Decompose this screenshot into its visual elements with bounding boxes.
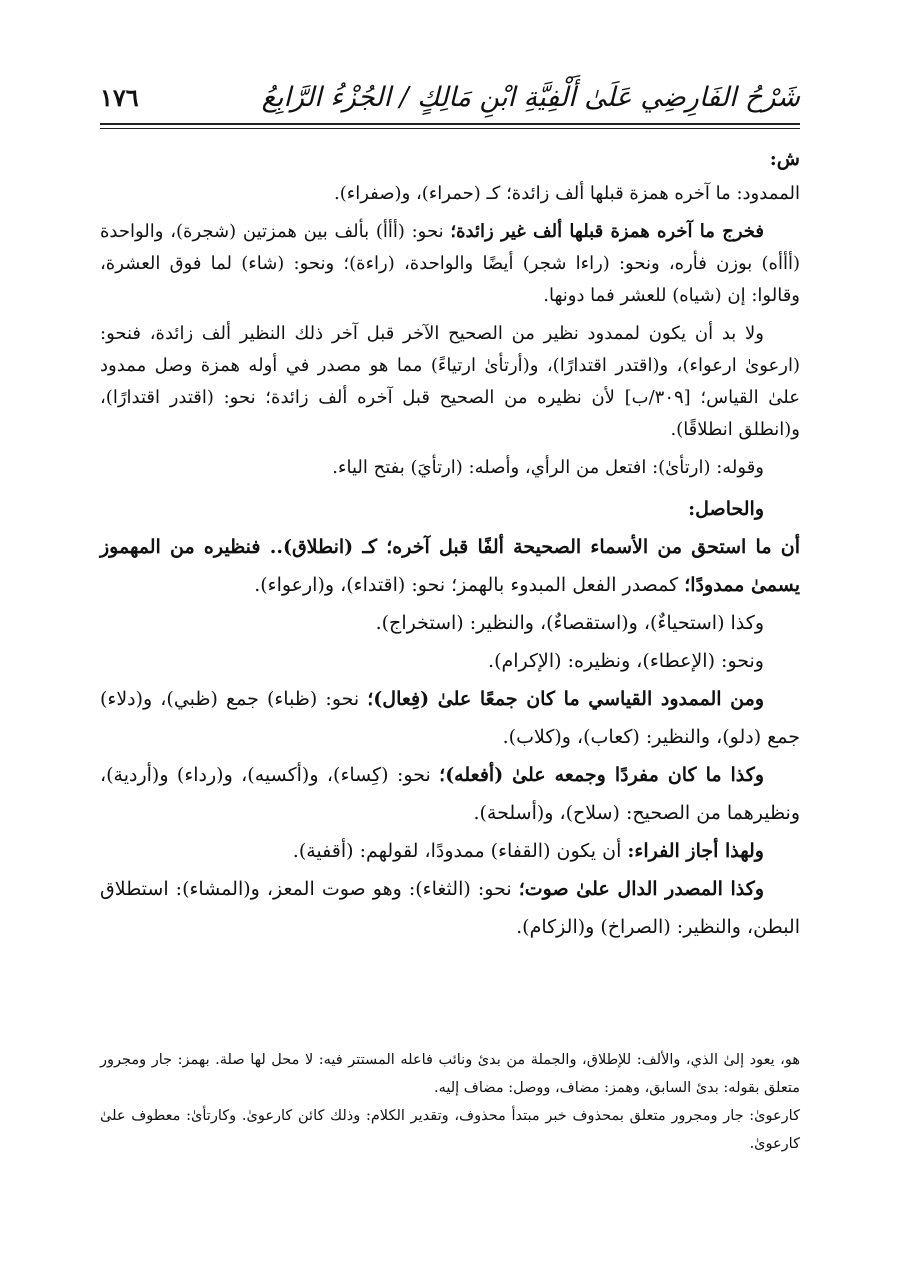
paragraph-counterpart: ولا بد أن يكون لممدود نظير من الصحيح الآخر قبل آخر ذلك النظير ألف زائدة، فنحو: (ارعوىٰ ارعواء)، و(اقتدر اقتدارًا)، و(أرتأىٰ ارتياءً) مما هو مصدر في أوله همزة وصل ممدود علىٰ القياس؛ [٣٠٩/ب] لأن نظيره من الصحيح قبل آخره ألف زائدة؛ نحو: (اقتدر اقتدارًا)، و(انطلق انطلاقًا). bbox=[100, 323, 800, 440]
paragraph-definition: الممدود: ما آخره همزة قبلها ألف زائدة؛ كـ (حمراء)، و(صفراء). bbox=[334, 183, 800, 204]
paragraph-irtaa: وقوله: (ارتأىٰ): افتعل من الرأي، وأصله: (ارتأيَ) بفتح الياء. bbox=[332, 457, 764, 478]
bold-phrase: ولهذا أجاز الفراء: bbox=[627, 840, 764, 862]
footnote-line: كارعوىٰ: جار ومجرور متعلق بمحذوف خبر مبتدأ محذوف، وتقدير الكلام: وذلك كائن كارعوىٰ. وكارتأىٰ: معطوف علىٰ كارعوىٰ. bbox=[100, 1108, 800, 1152]
paragraph-afila: وكذا ما كان مفردًا وجمعه علىٰ (أفعله)؛ نحو: (كِساء)، و(أكسيه)، و(رداء) و(أردية)، ونظيرهما من الصحيح: (سلاح)، و(أسلحة). bbox=[100, 764, 800, 824]
header-divider bbox=[100, 123, 800, 125]
bold-phrase: ومن الممدود القياسي ما كان جمعًا علىٰ (فِعال)؛ bbox=[367, 688, 764, 710]
paragraph-itaa: ونحو: (الإعطاء)، ونظيره: (الإكرام). bbox=[488, 650, 764, 672]
footnote-line: هو، يعود إلىٰ الذي، والألف: للإطلاق، والجملة من بدئ ونائب فاعله المستتر فيه: لا محل لها صلة. بهمز: جار ومجرور متعلق بقوله: بدئ السابق، وهمز: مضاف، ووصل: مضاف إليه. bbox=[100, 1052, 800, 1096]
bold-phrase: وكذا المصدر الدال علىٰ صوت؛ bbox=[518, 878, 764, 900]
paragraph-istihyaa: وكذا (استحياءٌ)، و(استقصاءٌ)، والنظير: (استخراج). bbox=[375, 612, 764, 634]
bold-phrase: وكذا ما كان مفردًا وجمعه علىٰ (أفعله)؛ bbox=[439, 764, 764, 786]
paragraph-summary: أن ما استحق من الأسماء الصحيحة ألفًا قبل آخره؛ كـ (انطلاق).. فنظيره من المهموز يسمىٰ ممدودًا؛ كمصدر الفعل المبدوء بالهمز؛ نحو: (اقتداء)، و(ارعواء). bbox=[100, 536, 800, 596]
bold-phrase: فخرج ما آخره همزة قبلها ألف غير زائدة؛ bbox=[450, 221, 764, 242]
paragraph-farra: ولهذا أجاز الفراء: أن يكون (القفاء) ممدودًا، لقولهم: (أقفية). bbox=[292, 840, 764, 862]
paragraph-sound-masdar: وكذا المصدر الدال علىٰ صوت؛ نحو: (الثغاء): وهو صوت المعز، و(المشاء): استطلاق البطن، والنظير: (الصراخ) و(الزكام). bbox=[100, 878, 800, 938]
page-number: ١٧٦ bbox=[100, 83, 139, 112]
paragraph-plural-fiaal: ومن الممدود القياسي ما كان جمعًا علىٰ (فِعال)؛ نحو: (ظباء) جمع (ظبي)، و(دلاء) جمع (دلو)، والنظير: (كعاب)، و(كلاب). bbox=[100, 688, 800, 748]
paragraph-summary-label: والحاصل: bbox=[688, 498, 764, 520]
paragraph-excluded: فخرج ما آخره همزة قبلها ألف غير زائدة؛ نحو: (أأأ) بألف بين همزتين (شجرة)، والواحدة (أأأه) بوزن فأره، ونحو: (راءا شجر) أيضًا والواحدة، (راءة)؛ ونحو: (شاء) لما فوق العشرة، وقالوا: إن (شياه) للعشر فما دونها. bbox=[100, 221, 800, 306]
bold-phrase: أن ما استحق من الأسماء الصحيحة ألفًا قبل آخره؛ كـ (انطلاق).. فنظيره من المهموز يسمىٰ ممدودًا؛ bbox=[100, 536, 800, 596]
main-text bbox=[100, 140, 800, 946]
commentary-label: ش: bbox=[769, 148, 800, 170]
header-title: شَرْحُ الفَارِضِي عَلَىٰ أَلْفِيَّةِ ابْنِ مَالِكٍ / الجُزْءُ الرَّابِعُ bbox=[261, 82, 800, 113]
header-divider-thin bbox=[100, 128, 800, 129]
footnotes bbox=[100, 1046, 800, 1158]
running-header bbox=[100, 72, 800, 116]
